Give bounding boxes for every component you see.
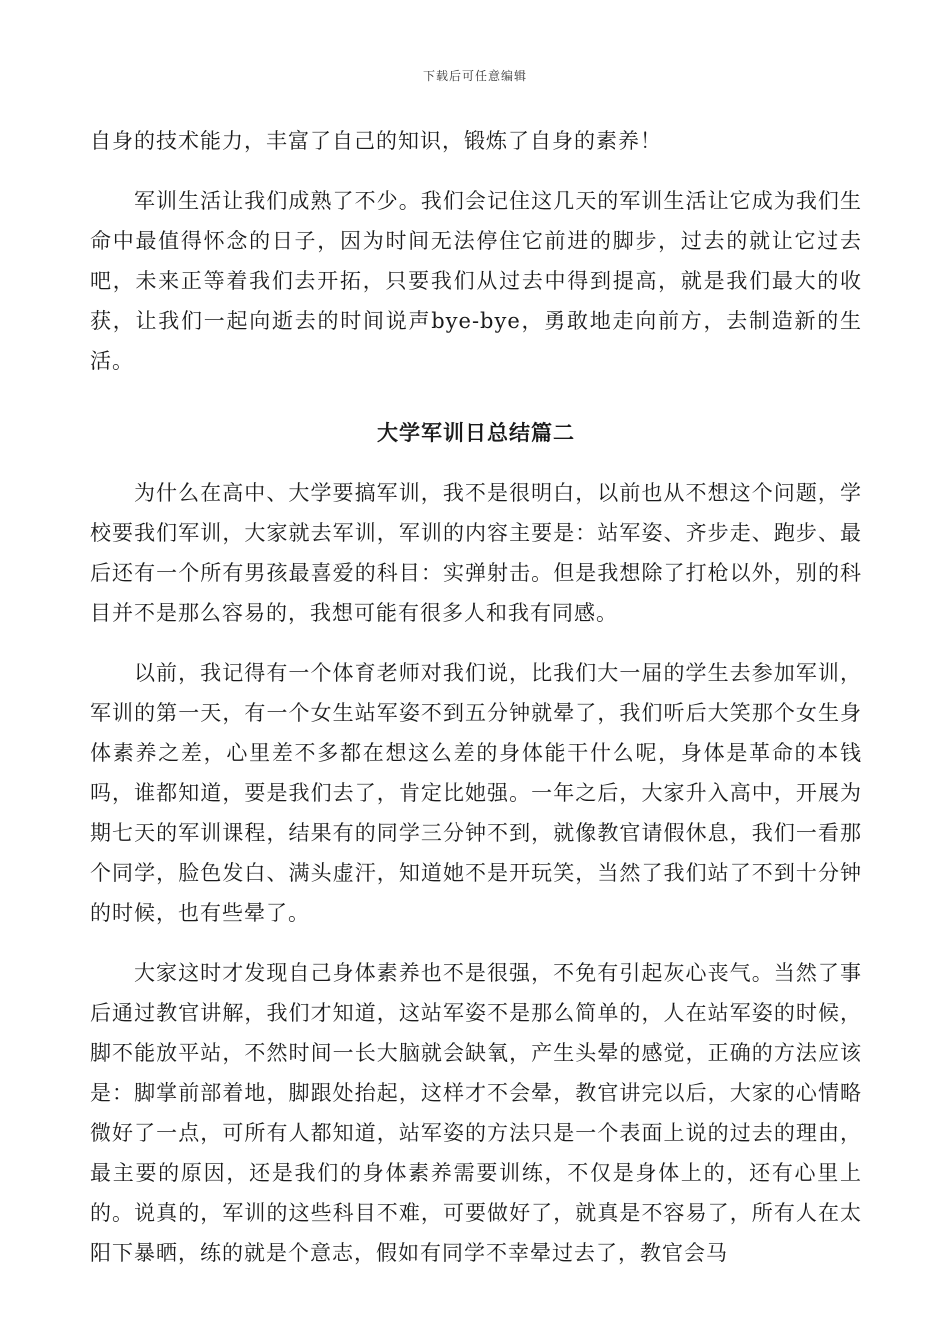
paragraph: 军训生活让我们成熟了不少。我们会记住这几天的军训生活让它成为我们生命中最值得怀念的日子，因为时间无法停住它前进的脚步，过去的就让它过去吧，未来正等着我们去开拓，只要我们从过去中得到提高，就是我们最大的收获，让我们一起向逝去的时间说声bye-bye，勇敢地走向前方，去制造新的生活。	[90, 189, 862, 373]
paragraph: 为什么在高中、大学要搞军训，我不是很明白，以前也从不想这个问题，学校要我们军训，大家就去军训，军训的内容主要是：站军姿、齐步走、跑步、最后还有一个所有男孩最喜爱的科目：实弹射击。但是我想除了打枪以外，别的科目并不是那么容易的，我想可能有很多人和我有同感。	[90, 481, 862, 625]
section-title: 大学军训日总结篇二	[377, 421, 575, 445]
document-body	[90, 121, 862, 1293]
paragraph: 自身的技术能力，丰富了自己的知识，锻炼了自身的素养！	[90, 129, 662, 153]
page-header: 下载后可任意编辑	[422, 69, 527, 83]
paragraph: 大家这时才发现自己身体素养也不是很强，不免有引起灰心丧气。当然了事后通过教官讲解，我们才知道，这站军姿不是那么简单的，人在站军姿的时候，脚不能放平站，不然时间一长大脑就会缺氧，产生头晕的感觉，正确的方法应该是：脚掌前部着地，脚跟处抬起，这样才不会晕，教官讲完以后，大家的心情略微好了一点，可所有人都知道，站军姿的方法只是一个表面上说的过去的理由，最主要的原因，还是我们的身体素养需要训练，不仅是身体上的，还有心里上的。说真的，军训的这些科目不难，可要做好了，就真是不容易了，所有人在太阳下暴晒，练的就是个意志，假如有同学不幸晕过去了，教官会马	[90, 961, 862, 1265]
paragraph: 以前，我记得有一个体育老师对我们说，比我们大一届的学生去参加军训，军训的第一天，有一个女生站军姿不到五分钟就晕了，我们听后大笑那个女生身体素养之差，心里差不多都在想这么差的身体能干什么呢，身体是革命的本钱吗，谁都知道，要是我们去了，肯定比她强。一年之后，大家升入高中，开展为期七天的军训课程，结果有的同学三分钟不到，就像教官请假休息，我们一看那个同学，脸色发白、满头虚汗，知道她不是开玩笑，当然了我们站了不到十分钟的时候，也有些晕了。	[90, 661, 862, 925]
